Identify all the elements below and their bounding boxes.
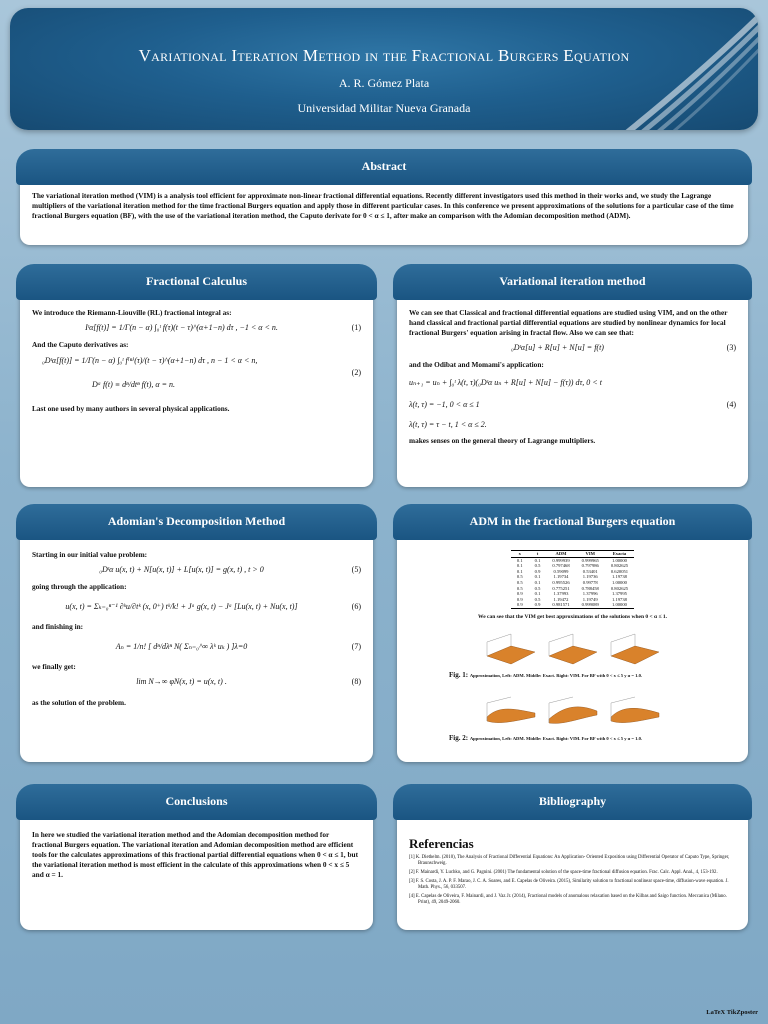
bibliography-panel <box>397 790 748 930</box>
equation-5-number: (5) <box>351 565 361 574</box>
figure-1-caption <box>409 670 736 681</box>
table-header-cell: x <box>511 551 529 558</box>
conclusions-text: In here we studied the variational iteration method and the Adomian decomposition method for fractional Burgers equation. The variational iteration and Adomian decomposition method are efficient tools for the calculates approximations of this fractional partial differential equations when 0 < α ≤ 1, but the variational iteration method is most efficient in the calculate of this approximations when 0 < x ≤ 5 and α = 1. <box>32 830 359 879</box>
figure-2-surfaces <box>409 695 736 729</box>
abstract-heading: Abstract <box>16 149 752 185</box>
figure-2-caption <box>409 733 736 744</box>
fig1-label: Fig. 1: <box>449 670 469 679</box>
references-subheading: Referencias <box>409 836 474 851</box>
abstract-text: The variational iteration method (VIM) is a analysis tool efficient for approximate non-linear fractional differential equations. Recently different investigators used this method in their works and, we study the Lagrange multipliers of the variational iteration method for the time fractional Burgers equation and apply those in different particular cases. In this conference we present approximations of the solutions for a particular case of the time fractional Burgers equation (BF), with the use of the variational iteration method, the Caputo derivate for 0 < α ≤ 1, after make an comparison with the Adomian decomposition method (ADM). <box>32 191 734 220</box>
figure-1-surfaces <box>409 632 736 666</box>
adm-heading: Adomian's Decomposition Method <box>16 504 377 540</box>
table-cell: 0.5 <box>534 596 541 602</box>
table-cell: 0.5 <box>534 563 541 569</box>
reference-item: [4] E. Capelas de Oliveira, F. Mainardi, and J. Vaz Jr. (2014), Fractional models of anomalous relaxation based on the Kilbas and Saigo function. Meccanica (Milano. Print), 49, 2049-2060. <box>409 894 727 905</box>
table-cell: 1.00000 <box>612 557 627 563</box>
equation-1-formula: Iᵗα[f(t)] = 1/Γ(n − α) ∫₀ᵗ f(τ)(t − τ)^(α+1−n) dτ , −1 < α < n. <box>85 323 278 332</box>
equation-7-number: (7) <box>351 642 361 651</box>
fc-intro-text: We introduce the Riemann-Liouville (RL) fractional integral as: <box>32 308 232 317</box>
table-cell: 1.19738 <box>612 596 627 602</box>
table-cell: 0.5 <box>534 585 541 591</box>
conclusions-heading: Conclusions <box>16 784 377 820</box>
bibliography-heading: Bibliography <box>393 784 752 820</box>
conclusions-panel <box>20 790 373 930</box>
table-cell: 0.981571 <box>546 602 575 608</box>
table-cell: 0.1 <box>534 557 541 563</box>
equation-2 <box>32 350 361 400</box>
reference-item: [1] K. Diethelm. (2010), The Analysis of Fractional Differential Equations: An Application- Oriented Exposition using Differential Operator of Caputo Type, Springer, Braunschweig. <box>409 855 730 866</box>
poster-author: A. R. Gómez Plata <box>338 76 430 90</box>
adm-application-text: going through the application: <box>32 582 127 591</box>
table-cell: 0.1 <box>516 568 523 574</box>
adm-intro-text: Starting in our initial value problem: <box>32 550 148 559</box>
table-cell: 1.37995 <box>612 591 627 597</box>
adm-burgers-heading: ADM in the fractional Burgers equation <box>393 504 752 540</box>
equation-1 <box>32 318 361 340</box>
table-cell: 0.9 <box>511 602 529 608</box>
table-cell: 0.999939 <box>552 557 570 563</box>
equation-6 <box>32 592 361 622</box>
table-cell: 0.1 <box>516 563 523 569</box>
equation-1-number: (1) <box>351 323 361 332</box>
fig1-caption-text: Approximation, Left: ADM. Middle: Exact. Right: VIM. For BF with 0 < x ≤ 5 y α = 1.0. <box>469 672 643 678</box>
table-cell: 0.59099 <box>553 568 569 574</box>
adm-solution-text: as the solution of the problem. <box>32 698 126 707</box>
table-cell: 0.775251 <box>552 585 570 591</box>
fig2-exact-surface <box>547 695 599 729</box>
fractional-calculus-heading: Fractional Calculus <box>16 264 377 300</box>
equation-4-number: (4) <box>726 400 736 409</box>
table-cell: 0.9 <box>534 568 541 574</box>
table-cell: 1.19738 <box>612 574 627 580</box>
table-header-cell: Exacta <box>605 551 634 558</box>
poster-header <box>10 8 758 130</box>
equation-3 <box>409 338 736 360</box>
table-cell: 0.999089 <box>576 602 605 608</box>
vim-odibat-text: and the Odibat and Momami's application: <box>409 360 544 369</box>
table-cell: 0.53401 <box>582 568 598 574</box>
table-cell: 1.19472 <box>553 596 569 602</box>
table-cell: 1.37996 <box>582 591 598 597</box>
adm-panel <box>20 510 373 762</box>
adm-final-text: we finally get: <box>32 662 76 671</box>
table-cell: 0.1 <box>534 574 541 580</box>
equation-8-number: (8) <box>351 677 361 686</box>
table-cell: 0.1 <box>534 579 541 585</box>
table-cell: 0.1 <box>534 591 541 597</box>
table-cell: 0.9 <box>516 591 523 597</box>
equation-7-formula: Aₙ = 1/n! [ dⁿ/dλⁿ N( Σₙ₌₀^∞ λᵏ uₖ ) ]λ=0 <box>115 642 248 651</box>
fig1-adm-surface <box>485 632 537 666</box>
reference-item: [3] F. S. Costa, J. A. P. F. Marao, J. C. A. Soares, and E. Capelas de Oliveira. (2015), Similarity solution to fractional nonlinear space-time, diffusion-wave equation. J. Math. Phys., 56, 033507. <box>409 879 729 890</box>
fig2-label: Fig. 2: <box>449 733 469 742</box>
fig2-adm-surface <box>485 695 537 729</box>
table-cell: 0.802625 <box>610 585 629 591</box>
reference-list <box>409 855 736 906</box>
equation-6-number: (6) <box>351 602 361 611</box>
equation-4-line-2: λ(t, τ) = −1, 0 < α ≤ 1 <box>409 400 480 409</box>
adm-burgers-panel <box>397 510 748 762</box>
fig1-vim-surface <box>609 632 661 666</box>
table-cell: 0.5 <box>516 574 523 580</box>
equation-3-formula: ₀Dᵗα[u] + R[u] + N[u] = f(t) <box>511 343 604 352</box>
reference-item: [2] F. Mainardi, Y. Luchko, and G. Pagnini. (2001) The fundamental solution of the space-time fractional diffusion equation. Frac. Calc. Appl. Anal., 4, 153-192. <box>409 870 718 875</box>
table-cell: 0.797468 <box>552 563 570 569</box>
vim-heading: Variational iteration method <box>393 264 752 300</box>
table-cell: 0.999965 <box>581 557 599 563</box>
table-cell: 0.9 <box>529 602 547 608</box>
results-table <box>511 550 634 609</box>
fig1-exact-surface <box>547 632 599 666</box>
poster-institution: Universidad Militar Nueva Granada <box>297 101 471 115</box>
poster-title: Variational Iteration Method in the Fractional Burgers Equation <box>138 46 630 65</box>
equation-4-line-1: uₙ₊₁ = uₙ + ∫₀ᵗ λ(t, τ)(₀Dᵗα uₙ + R[u] + N[u] − f(τ)) dτ, 0 < t <box>409 378 602 387</box>
table-cell: 0.995526 <box>552 579 570 585</box>
equation-4-line-3: λ(t, τ) = τ − t, 1 < α ≤ 2. <box>409 420 487 429</box>
table-cell: 1.19734 <box>553 574 569 580</box>
adm-finishing-text: and finishing in: <box>32 622 84 631</box>
equation-6-formula: u(x, t) = Σₖ₌₀ⁿ⁻¹ ∂ᵏu/∂tᵏ (x, 0⁺) tᵏ/k! + Jᵅ g(x, t) − Jᵅ [Lu(x, t) + Nu(x, t)] <box>65 602 298 611</box>
equation-8 <box>32 672 361 694</box>
fractional-calculus-panel <box>20 270 373 487</box>
table-header-cell: ADM <box>546 551 575 558</box>
fig2-caption-text: Approximation, Left: ADM. Middle: Exact. Right: VIM. For BF with 0 < x ≤ 5 y α = 1.0. <box>469 735 643 741</box>
table-cell: 1.00000 <box>612 579 627 585</box>
table-cell: 0.788458 <box>581 585 599 591</box>
fig2-vim-surface <box>609 695 661 729</box>
vim-closing-text: makes senses on the general theory of Lagrange multipliers. <box>409 436 596 445</box>
table-cell: 0.1 <box>516 557 523 563</box>
table-cell: 0.9 <box>516 596 523 602</box>
table-row <box>511 602 634 608</box>
equation-4 <box>409 370 736 436</box>
table-cell: 0.797986 <box>581 563 599 569</box>
table-cell: 0.99778 <box>582 579 598 585</box>
fc-caputo-text: And the Caputo derivatives as: <box>32 340 129 349</box>
equation-2-number: (2) <box>351 368 361 377</box>
table-cell: 0.5 <box>516 579 523 585</box>
equation-5 <box>32 560 361 582</box>
fc-closing-text: Last one used by many authors in several physical applications. <box>32 404 230 413</box>
table-cell: 1.19736 <box>582 574 598 580</box>
equation-3-number: (3) <box>726 343 736 352</box>
table-cell: 1.19749 <box>582 596 598 602</box>
table-header-cell: VIM <box>576 551 605 558</box>
table-caption: We can see that the VIM get best approximations of the solutions when 0 < α ≤ 1. <box>478 613 667 620</box>
tikzposter-credit: LaTeX TikZposter <box>706 1009 758 1016</box>
equation-2-line-1: ₀Dᵗα[f(t)] = 1/Γ(n − α) ∫₀ᵗ f⁽ⁿ⁾(τ)/(t − τ)^(α+1−n) dτ , n − 1 < α < n, <box>42 356 258 365</box>
vim-intro-text: We can see that Classical and fractional differential equations are studied using VIM, and on the other hand classical and fractional partial differential equations are studied by nonlinear dynamics for local fractional Burgers' equation arising in fractal flow. Also we can see that: <box>409 308 728 337</box>
table-cell: 1.37993 <box>553 591 569 597</box>
table-header-cell: t <box>529 551 547 558</box>
equation-8-formula: lim N→∞ φN(x, t) = u(x, t) . <box>136 677 227 686</box>
equation-2-line-2: Dᵅ f(t) ≡ dⁿ/dtⁿ f(t), α = n. <box>92 380 175 389</box>
abstract-panel <box>20 155 748 245</box>
table-cell: 0.620051 <box>610 568 629 574</box>
table-cell: 1.00000 <box>605 602 634 608</box>
table-cell: 0.5 <box>516 585 523 591</box>
table-cell: 0.802625 <box>610 563 629 569</box>
equation-7 <box>32 632 361 662</box>
vim-panel <box>397 270 748 487</box>
equation-5-formula: ₀Dᵗα u(x, t) + N[u(x, t)] + L[u(x, t)] = g(x, t) , t > 0 <box>99 565 264 574</box>
